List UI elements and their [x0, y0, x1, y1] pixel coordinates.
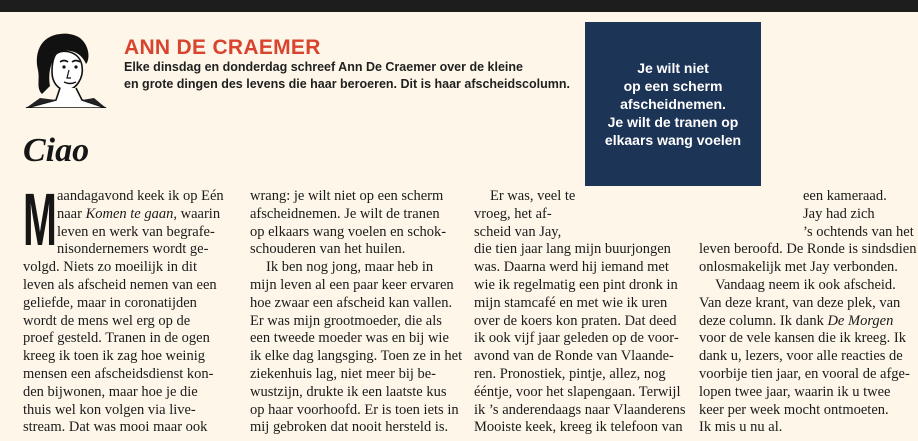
text-line: wustzijn, drukte ik een laatste kus [250, 383, 447, 400]
pull-quote-line: afscheidnemen. [620, 96, 726, 112]
description-line: Elke dinsdag en donderdag schreef Ann De Craemer over de kleine [124, 60, 523, 74]
text-line: scheid van Jay, [474, 223, 562, 240]
text-line: lopen twee jaar, waarin ik u twee [699, 383, 891, 400]
text-line: Er was mijn grootmoeder, die als [250, 312, 442, 329]
pull-quote-line: Je wilt de tranen op [607, 114, 739, 130]
text-column-4 [699, 188, 917, 437]
text-line: nisondernemers wordt ge- [57, 241, 209, 258]
newspaper-name: De Morgen [827, 312, 894, 329]
article-title: Ciao [23, 132, 90, 169]
text-line: wrang: je wilt niet op een scherm [250, 188, 444, 204]
text-line: Vandaag neem ik ook afscheid. [715, 276, 896, 293]
text-line: was. Daarna werd hij iemand met [474, 259, 669, 276]
pull-quote [585, 22, 761, 186]
text-line: een tweede moeder was en bij wie [250, 330, 449, 347]
paragraph [250, 259, 463, 437]
text-line: Er was, veel te [490, 188, 576, 204]
text-column-3 [474, 188, 696, 437]
tv-show-title: Komen te gaan [85, 205, 174, 222]
text-line: voorbije tien jaar, en vooral de afge- [699, 365, 910, 382]
text-line: leven en werk van begrafe- [57, 223, 215, 240]
text-line: ik ’s anderendaags naar Vlaanderens [474, 401, 686, 418]
text-line: mijn stamcafé en met wie ik uren [474, 294, 668, 311]
text-line: onlosmakelijk met Jay verbonden. [699, 259, 898, 276]
text-line: vroeg, het af- [474, 205, 552, 222]
paragraph [699, 188, 917, 277]
text-line: keer per week mocht ontmoeten. [699, 401, 889, 418]
text-line: Ik ben nog jong, maar heb in [266, 259, 434, 276]
text-line: ren. Pronostiek, pintje, allez, nog [474, 365, 666, 382]
text-line: op haar voorhoofd. Er is toen iets in [250, 401, 459, 418]
text-line: voor de vele kansen die ik kreeg. Ik [699, 330, 906, 347]
paragraph [250, 188, 460, 259]
column-description [124, 59, 584, 93]
pull-quote-line: elkaars wang voelen [604, 132, 742, 148]
drop-cap: M [23, 178, 57, 261]
text-line: den bijwonen, maar hoe je die [23, 383, 198, 400]
pull-quote-line: Je wilt niet [637, 60, 709, 76]
text-line: een kameraad. [803, 188, 887, 204]
text-line: proef gesteld. Tranen in de ogen [23, 330, 210, 347]
text-line: naar Komen te gaan, waarin [57, 205, 221, 222]
text-line: volgd. Niets zo moeilijk in dit [23, 259, 197, 276]
text-line: die tien jaar lang mijn buurjongen [474, 241, 671, 258]
text-line: Mooiste keek, kreeg ik telefoon van [474, 419, 683, 436]
top-rule [0, 0, 918, 12]
text-line: ik ook vijf jaar geleden op de voor- [474, 330, 679, 347]
text-line: Jay had zich [803, 205, 875, 222]
text-line: ’s ochtends van het [803, 223, 914, 240]
text-line: geliefde, maar in coronatijden [23, 294, 197, 311]
author-portrait [20, 24, 112, 108]
text-line: leven als afscheid nemen van een [23, 276, 217, 293]
text-line: Ik mis u nu al. [699, 419, 783, 436]
text-line: Van deze krant, van deze plek, van [699, 294, 901, 311]
text-line: afscheidnemen. Je wilt de tranen [250, 205, 440, 222]
text-line: over de koers kon praten. Dat deed [474, 312, 677, 329]
text-line: mensen een afscheidsdienst kon- [23, 365, 214, 382]
text-line: ik elke dag langsging. Toen ze in het [250, 348, 463, 365]
paragraph [474, 188, 696, 437]
pull-quote-line: op een scherm [623, 78, 723, 94]
text-line: op elkaars wang voelen en schok- [250, 223, 447, 240]
text-line: wordt de mens wel erg op de [23, 312, 191, 329]
text-line: mijn leven al een paar keer ervaren [250, 276, 454, 293]
text-line: ziekenhuis lag, niet meer bij be- [250, 365, 437, 382]
paragraph [699, 277, 909, 437]
text-line: mij gebroken dat nooit hersteld is. [250, 419, 449, 436]
text-line: hoe zwaar een afscheid kan vallen. [250, 294, 453, 311]
text-line: dank u, lezers, voor alle reacties de [699, 348, 903, 365]
text-line: kreeg ik toen ik zag hoe weinig [23, 348, 205, 365]
paragraph [23, 178, 233, 437]
text-column-2 [250, 188, 463, 437]
text-line: ééntje, voor het slapengaan. Terwijl [474, 383, 681, 400]
text-line: deze column. Ik dank De Morgen [699, 312, 894, 329]
text-line: leven beroofd. De Ronde is sindsdien [699, 241, 917, 258]
text-line: aandagavond keek ik op Eén [57, 188, 224, 204]
description-line: en grote dingen des levens die haar beroeren. Dit is haar afscheidscolumn. [124, 77, 570, 91]
text-line: stream. Dat was mooi maar ook [23, 419, 208, 436]
author-name: ANN DE CRAEMER [124, 36, 321, 59]
text-column-1 [23, 178, 233, 437]
text-line: thuis wel kon volgen via live- [23, 401, 196, 418]
text-line: wie ik regelmatig een pint dronk in [474, 276, 678, 293]
text-line: avond van de Ronde van Vlaande- [474, 348, 674, 365]
text-line: schouderen van het huilen. [250, 241, 406, 258]
